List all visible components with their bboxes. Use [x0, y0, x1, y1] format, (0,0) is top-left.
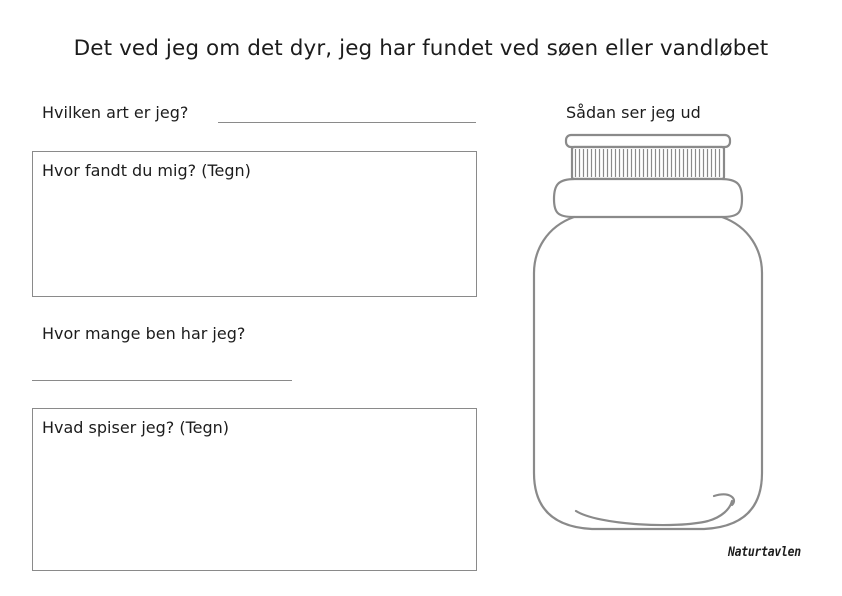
legs-question: Hvor mange ben har jeg?: [42, 324, 246, 343]
appearance-label: Sådan ser jeg ud: [566, 103, 701, 122]
found-location-box[interactable]: [32, 151, 477, 297]
found-location-label: Hvor fandt du mig? (Tegn): [42, 161, 251, 180]
legs-answer-line[interactable]: [32, 380, 292, 381]
brand-logo: Naturtavlen: [728, 545, 801, 560]
species-question: Hvilken art er jeg?: [42, 103, 189, 122]
food-box[interactable]: [32, 408, 477, 571]
jar-icon[interactable]: [526, 133, 766, 533]
species-answer-line[interactable]: [218, 122, 476, 123]
food-label: Hvad spiser jeg? (Tegn): [42, 418, 230, 437]
worksheet-title: Det ved jeg om det dyr, jeg har fundet ved søen eller vandløbet: [73, 36, 769, 61]
